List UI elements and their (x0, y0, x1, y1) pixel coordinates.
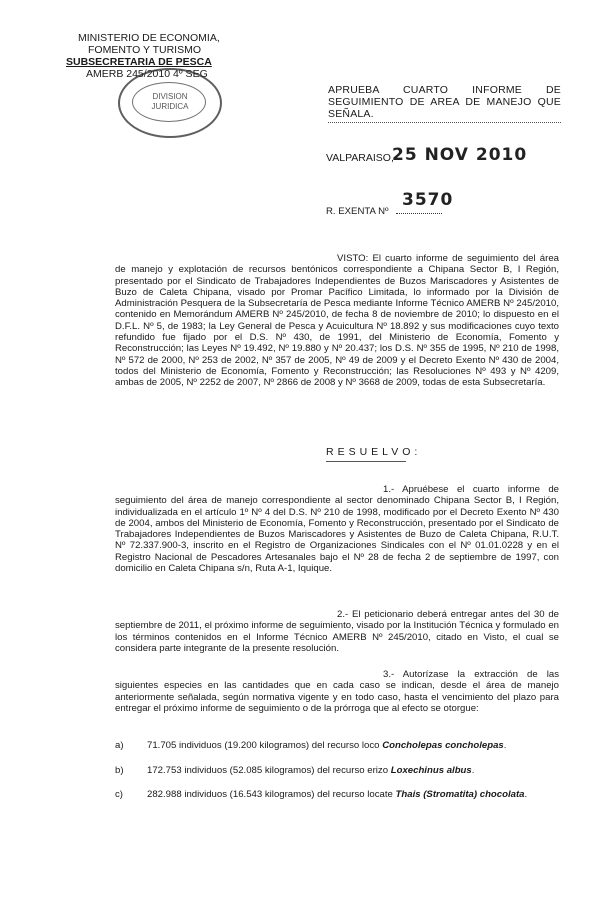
ministry-line-4: AMERB 245/2010 4º SEG (86, 68, 208, 80)
date-stamp: 25 NOV 2010 (392, 145, 528, 165)
species-item-b (115, 765, 474, 776)
item-2-text: El peticionario deberá entregar antes del 30 de septiembre de 2011, el próximo informe de seguimiento, visado por la Institución Técnica y formulado en los términos contenidos en el Informe Técnico AMERB Nº 245/2010, citado en Visto, el cual se considera parte integrante de la presente resolución. (115, 609, 559, 654)
item-2-number: 2.- (337, 609, 349, 620)
division-juridica-stamp (118, 68, 222, 138)
species-end: . (524, 789, 528, 800)
exenta-underline (396, 213, 442, 214)
exenta-number: 3570 (402, 190, 454, 210)
species-item-a (115, 740, 506, 751)
resolution-item-2 (115, 609, 559, 654)
resolution-item-3 (115, 669, 559, 714)
stamp-line-2: JURIDICA (151, 102, 189, 111)
title-line-3: SEÑALA. (328, 108, 374, 120)
resuelvo-underline (326, 461, 406, 462)
title-line-1: APRUEBA CUARTO INFORME DE (328, 84, 561, 96)
species-end: . (503, 740, 507, 751)
stamp-line-1: DIVISION (152, 92, 188, 101)
species-letter: a) (115, 740, 124, 751)
place-label: VALPARAISO, (326, 152, 394, 164)
visto-paragraph (115, 253, 559, 389)
title-line-2: SEGUIMIENTO DE AREA DE MANEJO QUE (328, 96, 561, 108)
species-quantity: 71.705 individuos (19.200 kilogramos) del recurso loco (147, 740, 383, 751)
species-letter: c) (115, 789, 123, 800)
item-3-number: 3.- (383, 669, 395, 680)
species-item-c (115, 789, 527, 800)
species-letter: b) (115, 765, 124, 776)
title-underline (328, 122, 561, 123)
visto-label: VISTO: (337, 253, 369, 264)
item-1-text: Apruébese el cuarto informe de seguimiento del área de manejo correspondiente al sector denominado Chipana Sector B, I Región, individualizada en el artículo 1º Nº 4 del D.S. Nº 210 de 1998, modificado por el Decreto Exento Nº 430 de 2004, ambos del Ministerio de Economía, Fomento y Reconstrucción, presentado por el Sindicato de Trabajadores Independientes de Buzos Mariscadores y Asistentes de Buzo de Caleta Chipana, R.U.T. Nº 72.337.900-3, inscrito en el Registro de Organizaciones Sindicales con el Nº 01.01.0228 y en el Registro Nacional de Pescadores Artesanales bajo el Nº 28 de fecha 2 de septiembre de 1997, con domicilio en Caleta Chipana s/n, Ruta A-1, Iquique. (115, 484, 560, 575)
ministry-line-3: SUBSECRETARIA DE PESCA (66, 56, 212, 68)
ministry-line-1: MINISTERIO DE ECONOMIA, (78, 32, 220, 44)
species-quantity: 282.988 individuos (16.543 kilogramos) del recurso locate (147, 789, 396, 800)
item-3-text: Autorízase la extracción de las siguientes especies en las cantidades que en cada caso se indican, desde el área de manejo anteriormente señalada, según normativa vigente y en todo caso, hasta el vencimiento del plazo para entregar el próximo informe de seguimiento o de la prórroga que al efecto se otorgue: (115, 669, 559, 714)
resuelvo-heading: RESUELVO: (326, 446, 422, 458)
item-1-number: 1.- (383, 484, 395, 495)
species-end: . (471, 765, 475, 776)
exenta-label: R. EXENTA Nº (326, 206, 389, 217)
species-name: Loxechinus albus (390, 765, 472, 776)
ministry-line-2: FOMENTO Y TURISMO (88, 44, 201, 56)
species-name: Concholepas concholepas (382, 740, 504, 751)
species-quantity: 172.753 individuos (52.085 kilogramos) del recurso erizo (147, 765, 391, 776)
visto-text: El cuarto informe de seguimiento del área de manejo y explotación de recursos bentónicos correspondiente a Chipana Sector B, I Región, presentado por el Sindicato de Trabajadores Independientes de Buzos Mariscadores y Asistentes de Buzo de Caleta Chipana, visado por Promar Pacífico Limitada, lo informado por la División de Administración Pesquera de la Subsecretaría de Pesca mediante Informe Técnico AMERB Nº 245/2010, contenido en Memorándum AMERB Nº 245/2010, de fecha 8 de noviembre de 2010; lo dispuesto en el D.F.L. Nº 5, de 1983; la Ley General de Pesca y Acuicultura Nº 18.892 y sus modificaciones cuyo texto refundido fue fijado por el D.S. Nº 430, de 1991, del Ministerio de Economía, Fomento y Reconstrucción; las Leyes Nº 19.492, Nº 19.880 y Nº 20.437; los D.S. Nº 355 de 1995, Nº 210 de 1998, Nº 572 de 2000, Nº 253 de 2002, Nº 357 de 2005, Nº 49 de 2009 y el Decreto Exento Nº 430 de 2004, todos del Ministerio de Economía, Fomento y Reconstrucción; las Resoluciones Nº 493 y Nº 4209, ambas de 2005, Nº 2252 de 2007, Nº 2866 de 2008 y Nº 3668 de 2009, todas de esta Subsecretaría. (115, 253, 559, 389)
resolution-item-1 (115, 484, 559, 574)
species-name: Thais (Stromatita) chocolata (395, 789, 525, 800)
